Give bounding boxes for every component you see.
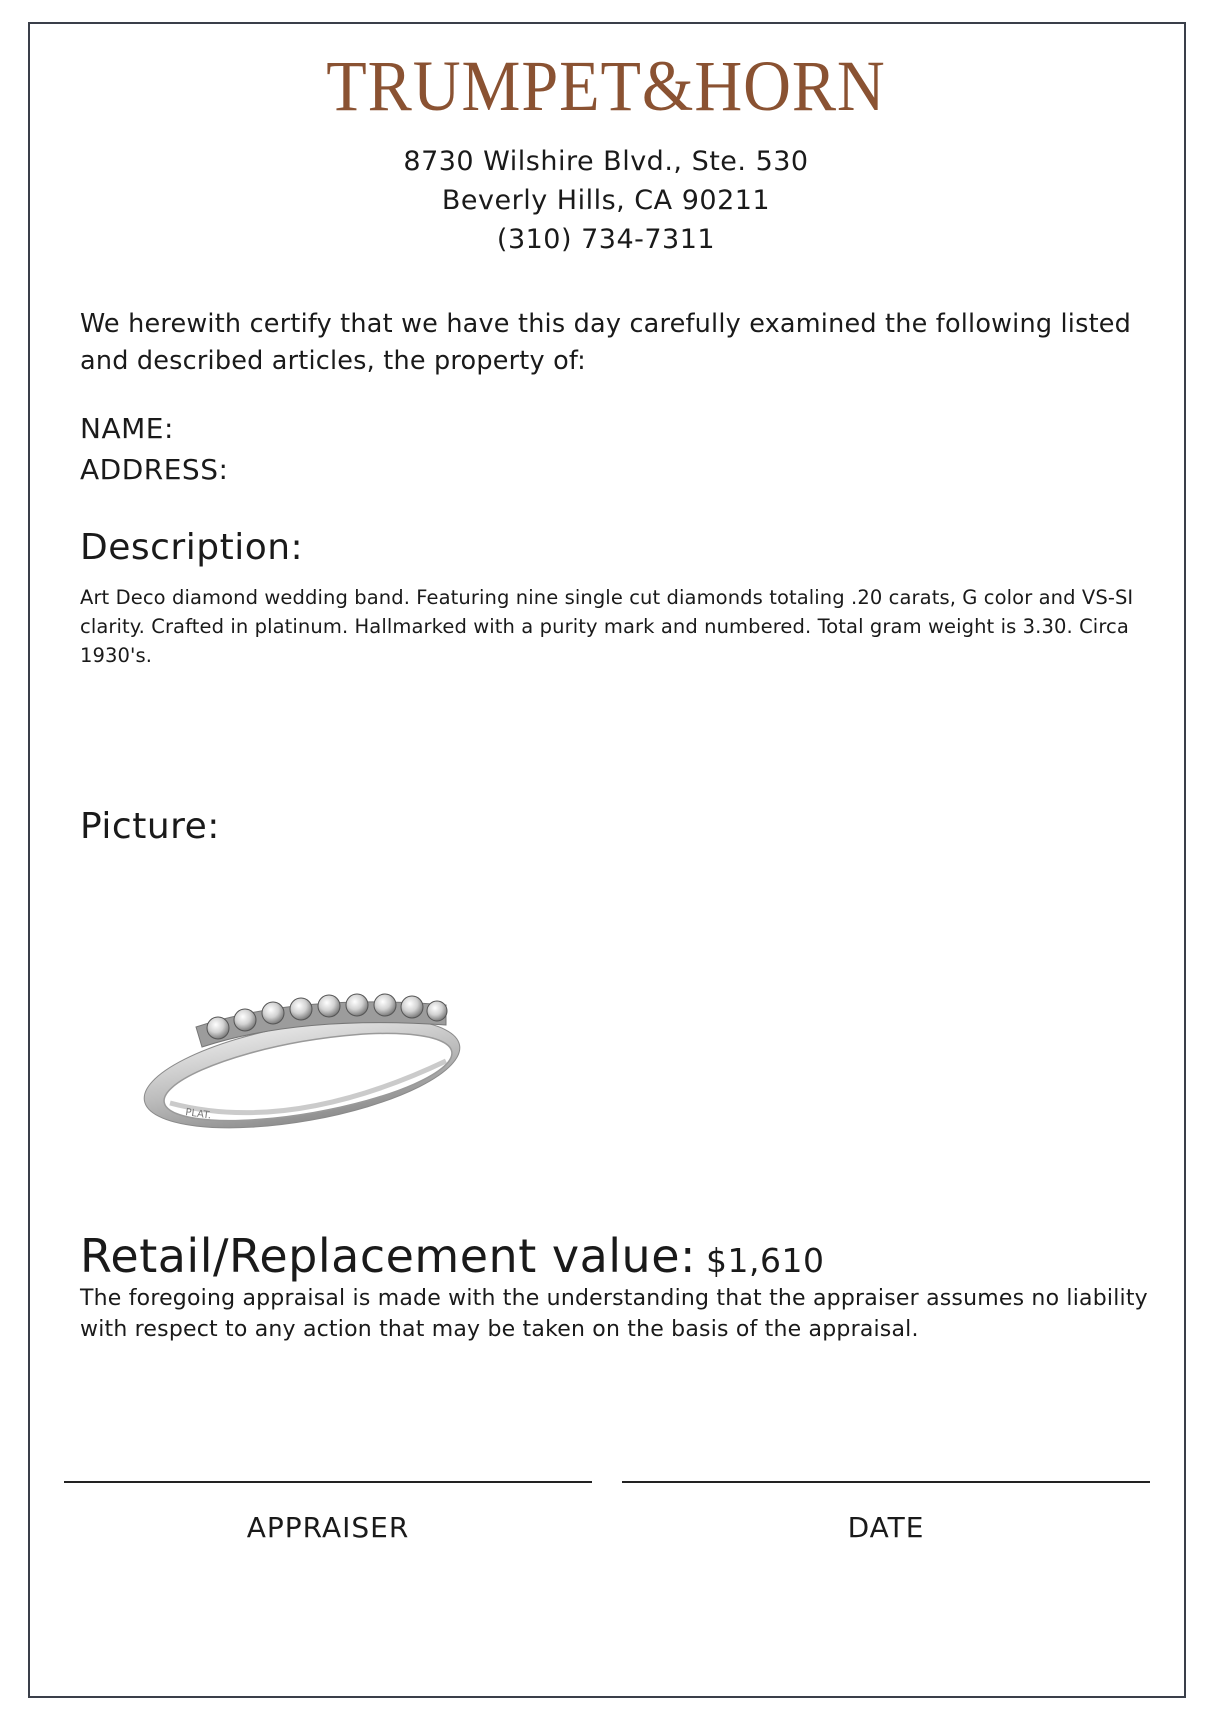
retail-value-label: Retail/Replacement value: [80,1229,697,1283]
picture-heading: Picture: [80,806,220,847]
phone-number: (310) 734-7311 [496,224,716,255]
ring-engraving: PLAT. [184,1107,212,1122]
description-heading: Description: [80,527,304,568]
diamond-ring-image [140,985,470,1135]
description-text: Art Deco diamond wedding band. Featuring nine single cut diamonds totaling .20 carats, G color and VS-SI clarity. Crafted in platinum. Hallmarked with a purity mark and numbered. Total gram weight is 3.30. Circa 1930's. [80,586,1134,667]
address-line-1: 8730 Wilshire Blvd., Ste. 530 [403,146,809,177]
owner-name-label: NAME: [80,412,174,445]
address-line-2: Beverly Hills, CA 90211 [441,185,771,216]
retail-value-row [80,1229,825,1283]
retail-value-amount: $1,610 [706,1241,825,1280]
appraiser-label: APPRAISER [246,1511,410,1544]
certificate-border [28,22,1186,1698]
brand-logo: TRUMPET&HORN [326,46,886,126]
date-label: DATE [847,1511,925,1544]
date-signature-line [622,1481,1150,1483]
liability-disclaimer: The foregoing appraisal is made with the understanding that the appraiser assumes no liability with respect to any action that may be taken on the basis of the appraisal. [80,1286,1148,1342]
certification-statement: We herewith certify that we have this day carefully examined the following listed and described articles, the property of: [80,309,1132,376]
appraiser-signature-line [64,1481,592,1483]
owner-address-label: ADDRESS: [80,453,229,486]
